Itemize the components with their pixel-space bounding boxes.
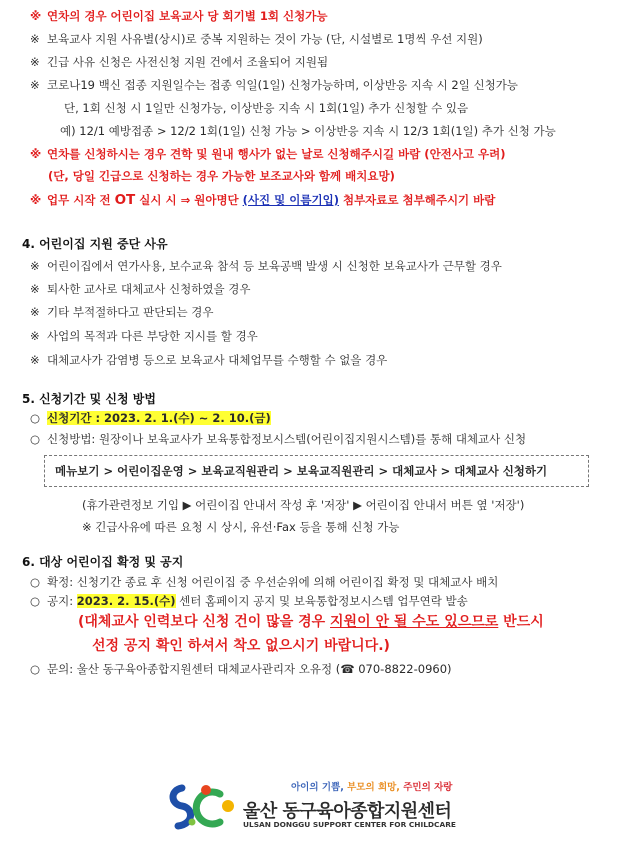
section4-item: ※ 대체교사가 감염병 등으로 보육교사 대체업무를 수행할 수 없을 경우 bbox=[30, 353, 388, 367]
note-duplicate-support: ※ 보육교사 지원 사유별(상시)로 중복 지원하는 것이 가능 (단, 시설별로 1명씩 우선 지원) bbox=[30, 32, 483, 46]
menu-path-box: 메뉴보기 > 어린이집운영 > 보육교직원관리 > 보육교직원관리 > 대체교사 > 대체교사 신청하기 bbox=[44, 455, 589, 487]
covid-sub-note-2: 예) 12/1 예방접종 > 12/2 1회(1일) 신청 가능 > 이상반응 지속 시 12/3 1회(1일) 추가 신청 가능 bbox=[60, 124, 556, 138]
section5-title: 5. 신청기간 및 신청 방법 bbox=[22, 392, 156, 406]
urgent-request-note: ※ 긴급사유에 따른 요청 시 상시, 유선·Fax 등을 통해 신청 가능 bbox=[82, 520, 400, 534]
footer-slogan: 아이의 기쁨, 부모의 희망, 주민의 자랑 bbox=[291, 782, 453, 793]
announcement-info: ○ 공지: 2023. 2. 15.(수) 센터 홈페이지 공지 및 보육통합정보시스템 업무연락 발송 bbox=[30, 594, 468, 608]
application-period: ○ 신청기간 : 2023. 2. 1.(수) ~ 2. 10.(금) bbox=[30, 411, 271, 425]
section4-title: 4. 어린이집 지원 중단 사유 bbox=[22, 237, 168, 251]
footer-center-name: 울산 동구육아종합지원센터 bbox=[243, 801, 452, 822]
note-annual-limit: ※ 연차의 경우 어린이집 보육교사 당 회기별 1회 신청가능 bbox=[30, 9, 328, 23]
ot-notice-link: (사진 및 이름기입) bbox=[242, 193, 339, 207]
annual-warning-line2: (단, 당일 긴급으로 신청하는 경우 가능한 보조교사와 함께 배치요망) bbox=[48, 169, 395, 183]
note-covid-vaccine: ※ 코로나19 백신 접종 지원일수는 접종 익일(1일) 신청가능하며, 이상반응 지속 시 2일 신청가능 bbox=[30, 78, 518, 92]
menu-note: (휴가관련정보 기입 ▶ 어린이집 안내서 작성 후 '저장' ▶ 어린이집 안내서 버튼 옆 '저장') bbox=[82, 498, 525, 512]
section4-item: ※ 어린이집에서 연가사용, 보수교육 참석 등 보육공백 발생 시 신청한 보육교사가 근무할 경우 bbox=[30, 259, 502, 273]
contact-info: ○ 문의: 울산 동구육아종합지원센터 대체교사관리자 오유정 (☎ 070-8822-0960) bbox=[30, 662, 452, 676]
footer-english-name: ULSAN DONGGU SUPPORT CENTER FOR CHILDCARE bbox=[243, 820, 456, 829]
application-method: ○ 신청방법: 원장이나 보육교사가 보육통합정보시스템(어린이집지원시스템)를 통해 대체교사 신청 bbox=[30, 432, 527, 446]
capacity-warning-line2: 선정 공지 확인 하셔서 착오 없으시기 바랍니다.) bbox=[92, 638, 390, 654]
center-logo-icon bbox=[168, 778, 240, 834]
capacity-warning-line1: (대체교사 인력보다 신청 건이 많을 경우 지원이 안 될 수도 있으므로 반드시 bbox=[78, 614, 544, 630]
section4-item: ※ 사업의 목적과 다른 부당한 지시를 할 경우 bbox=[30, 329, 258, 343]
note-urgent-request: ※ 긴급 사유 신청은 사전신청 지원 건에서 조율되어 지원됨 bbox=[30, 55, 329, 69]
confirmation-info: ○ 확정: 신청기간 종료 후 신청 어린이집 중 우선순위에 의해 어린이집 확정 및 대체교사 배치 bbox=[30, 575, 499, 589]
covid-sub-note-1: 단, 1회 신청 시 1일만 신청가능, 이상반응 지속 시 1회(1일) 추가 신청할 수 있음 bbox=[64, 101, 469, 115]
section6-title: 6. 대상 어린이집 확정 및 공지 bbox=[22, 555, 184, 569]
annual-warning-line1: ※ 연차를 신청하시는 경우 견학 및 원내 행사가 없는 날로 신청해주시길 바람 (안전사고 우려) bbox=[30, 147, 506, 161]
section4-item: ※ 퇴사한 교사로 대체교사 신청하였을 경우 bbox=[30, 282, 251, 296]
section4-item: ※ 기타 부적절하다고 판단되는 경우 bbox=[30, 305, 214, 319]
ot-notice: ※ 업무 시작 전 OT 실시 시 ⇒ 원아명단 (사진 및 이름기입) 첨부자료로 첨부해주시기 바람 bbox=[30, 192, 496, 208]
